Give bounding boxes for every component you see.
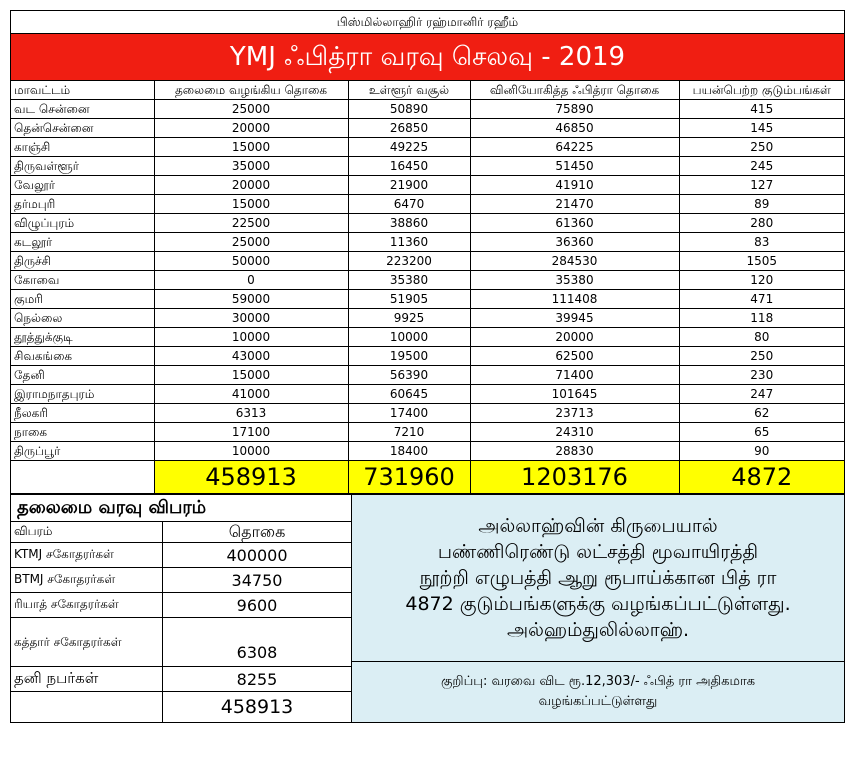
families-count: 415 [679, 100, 844, 119]
table-row [11, 404, 844, 423]
details-total-row [11, 692, 351, 722]
families-count: 471 [679, 290, 844, 309]
details-row-label: KTMJ சகோதரர்கள் [11, 543, 163, 567]
table-row [11, 309, 844, 328]
local-collection: 9925 [348, 309, 470, 328]
families-count: 118 [679, 309, 844, 328]
table-row [11, 214, 844, 233]
column-header-distributed: வினியோகித்த ஃபித்ரா தொகை [470, 81, 679, 100]
table-row [11, 138, 844, 157]
details-total-blank [11, 692, 163, 722]
head-amount: 50000 [154, 252, 348, 271]
total-head-amount: 458913 [154, 461, 348, 494]
details-row [11, 568, 351, 593]
table-row [11, 366, 844, 385]
note-line: அல்ஹம்துலில்லாஹ். [506, 619, 690, 641]
details-row-label: தனி நபர்கள் [11, 667, 163, 691]
details-row-amount: 9600 [236, 595, 278, 615]
distributed-amount: 61360 [470, 214, 679, 233]
district-name: திருப்பூர் [11, 442, 154, 461]
note-line: அல்லாஹ்வின் கிருபையால் [478, 515, 718, 537]
table-row [11, 195, 844, 214]
head-amount: 17100 [154, 423, 348, 442]
column-header-head-amount: தலைமை வழங்கிய தொகை [154, 81, 348, 100]
distributed-amount: 64225 [470, 138, 679, 157]
local-collection: 26850 [348, 119, 470, 138]
district-name: தர்மபுரி [11, 195, 154, 214]
district-name: வேலூர் [11, 176, 154, 195]
bottom-section [11, 494, 844, 722]
table-header-row [11, 81, 844, 100]
details-row-amount: 6308 [236, 643, 278, 662]
local-collection: 18400 [348, 442, 470, 461]
details-row-label: கத்தார் சகோதரர்கள் [11, 618, 163, 666]
district-name: நீலகரி [11, 404, 154, 423]
district-name: நெல்லை [11, 309, 154, 328]
families-count: 230 [679, 366, 844, 385]
details-col-amount: தொகை [228, 521, 286, 541]
totals-row [11, 461, 844, 494]
distributed-amount: 62500 [470, 347, 679, 366]
families-count: 250 [679, 138, 844, 157]
families-count: 1505 [679, 252, 844, 271]
details-title: தலைமை வரவு விபரம் [11, 495, 351, 522]
details-row [11, 543, 351, 568]
district-table [11, 81, 844, 494]
distributed-amount: 23713 [470, 404, 679, 423]
table-row [11, 176, 844, 195]
footnote-line: வழங்கப்பட்டுள்ளது [538, 694, 658, 709]
local-collection: 50890 [348, 100, 470, 119]
head-amount: 30000 [154, 309, 348, 328]
distributed-amount: 46850 [470, 119, 679, 138]
table-row [11, 157, 844, 176]
distributed-amount: 35380 [470, 271, 679, 290]
table-row [11, 423, 844, 442]
local-collection: 38860 [348, 214, 470, 233]
head-amount: 20000 [154, 176, 348, 195]
column-header-families: பயன்பெற்ற குடும்பங்கள் [679, 81, 844, 100]
table-row [11, 119, 844, 138]
note-main [352, 495, 844, 662]
local-collection: 10000 [348, 328, 470, 347]
district-name: திருச்சி [11, 252, 154, 271]
total-families: 4872 [679, 461, 844, 494]
head-amount: 25000 [154, 100, 348, 119]
distributed-amount: 75890 [470, 100, 679, 119]
head-receipts-panel [11, 495, 352, 722]
head-amount: 0 [154, 271, 348, 290]
footnote-line: குறிப்பு: வரவை விட ரூ.12,303/- ஃபித் ரா அதிகமாக [440, 674, 756, 689]
head-amount: 35000 [154, 157, 348, 176]
page-title: YMJ ஃபித்ரா வரவு செலவு - 2019 [11, 34, 844, 81]
details-row-amount: 34750 [231, 570, 283, 590]
head-amount: 41000 [154, 385, 348, 404]
families-count: 247 [679, 385, 844, 404]
local-collection: 60645 [348, 385, 470, 404]
head-amount: 59000 [154, 290, 348, 309]
families-count: 145 [679, 119, 844, 138]
distributed-amount: 20000 [470, 328, 679, 347]
distributed-amount: 39945 [470, 309, 679, 328]
note-line: 4872 குடும்பங்களுக்கு வழங்கப்பட்டுள்ளது. [405, 593, 791, 615]
fitra-sheet [10, 10, 845, 723]
distributed-amount: 41910 [470, 176, 679, 195]
distributed-amount: 71400 [470, 366, 679, 385]
head-amount: 43000 [154, 347, 348, 366]
footnote [352, 662, 844, 722]
local-collection: 11360 [348, 233, 470, 252]
details-total: 458913 [220, 696, 294, 718]
head-amount: 20000 [154, 119, 348, 138]
table-row [11, 252, 844, 271]
district-name: கடலூர் [11, 233, 154, 252]
head-amount: 22500 [154, 214, 348, 233]
local-collection: 56390 [348, 366, 470, 385]
district-name: நாகை [11, 423, 154, 442]
district-name: கோவை [11, 271, 154, 290]
details-row-amount: 400000 [226, 545, 288, 565]
details-row-label: BTMJ சகோதரர்கள் [11, 568, 163, 592]
details-row-amount: 8255 [236, 669, 278, 689]
distributed-amount: 21470 [470, 195, 679, 214]
details-row [11, 618, 351, 667]
families-count: 80 [679, 328, 844, 347]
head-amount: 15000 [154, 138, 348, 157]
district-name: இராமநாதபுரம் [11, 385, 154, 404]
families-count: 65 [679, 423, 844, 442]
families-count: 90 [679, 442, 844, 461]
details-header-row [11, 522, 351, 543]
local-collection: 17400 [348, 404, 470, 423]
total-local-collection: 731960 [348, 461, 470, 494]
local-collection: 7210 [348, 423, 470, 442]
families-count: 83 [679, 233, 844, 252]
district-name: தென்சென்னை [11, 119, 154, 138]
column-header-local-collection: உள்ளூர் வசூல் [348, 81, 470, 100]
distributed-amount: 51450 [470, 157, 679, 176]
district-name: வட சென்னை [11, 100, 154, 119]
distributed-amount: 24310 [470, 423, 679, 442]
details-row [11, 593, 351, 618]
local-collection: 21900 [348, 176, 470, 195]
head-amount: 10000 [154, 328, 348, 347]
local-collection: 49225 [348, 138, 470, 157]
head-amount: 15000 [154, 195, 348, 214]
families-count: 250 [679, 347, 844, 366]
details-col-label: விபரம் [11, 522, 163, 542]
district-name: தேனி [11, 366, 154, 385]
totals-blank-cell [11, 461, 154, 494]
local-collection: 16450 [348, 157, 470, 176]
column-header-district: மாவட்டம் [11, 81, 154, 100]
head-amount: 10000 [154, 442, 348, 461]
district-name: விழுப்புரம் [11, 214, 154, 233]
note-panel [352, 495, 844, 722]
table-body [11, 100, 844, 461]
note-line: நூற்றி எழுபத்தி ஆறு ரூபாய்க்கான பித் ரா [419, 567, 777, 589]
table-row [11, 233, 844, 252]
table-row [11, 100, 844, 119]
head-amount: 25000 [154, 233, 348, 252]
district-name: சிவகங்கை [11, 347, 154, 366]
district-name: காஞ்சி [11, 138, 154, 157]
families-count: 245 [679, 157, 844, 176]
head-amount: 15000 [154, 366, 348, 385]
head-amount: 6313 [154, 404, 348, 423]
families-count: 120 [679, 271, 844, 290]
distributed-amount: 101645 [470, 385, 679, 404]
local-collection: 35380 [348, 271, 470, 290]
families-count: 62 [679, 404, 844, 423]
total-distributed: 1203176 [470, 461, 679, 494]
families-count: 280 [679, 214, 844, 233]
blessing-header: பிஸ்மில்லாஹிர் ரஹ்மானிர் ரஹீம் [11, 11, 844, 34]
table-row [11, 347, 844, 366]
distributed-amount: 36360 [470, 233, 679, 252]
families-count: 89 [679, 195, 844, 214]
distributed-amount: 111408 [470, 290, 679, 309]
table-row [11, 271, 844, 290]
table-row [11, 385, 844, 404]
details-row [11, 667, 351, 692]
families-count: 127 [679, 176, 844, 195]
note-line: பண்ணிரெண்டு லட்சத்தி மூவாயிரத்தி [437, 541, 759, 563]
table-row [11, 328, 844, 347]
local-collection: 19500 [348, 347, 470, 366]
local-collection: 6470 [348, 195, 470, 214]
details-row-label: ரியாத் சகோதரர்கள் [11, 593, 163, 617]
table-row [11, 290, 844, 309]
table-row [11, 442, 844, 461]
district-name: தூத்துக்குடி [11, 328, 154, 347]
local-collection: 223200 [348, 252, 470, 271]
district-name: திருவள்ளூர் [11, 157, 154, 176]
distributed-amount: 284530 [470, 252, 679, 271]
distributed-amount: 28830 [470, 442, 679, 461]
local-collection: 51905 [348, 290, 470, 309]
district-name: குமரி [11, 290, 154, 309]
